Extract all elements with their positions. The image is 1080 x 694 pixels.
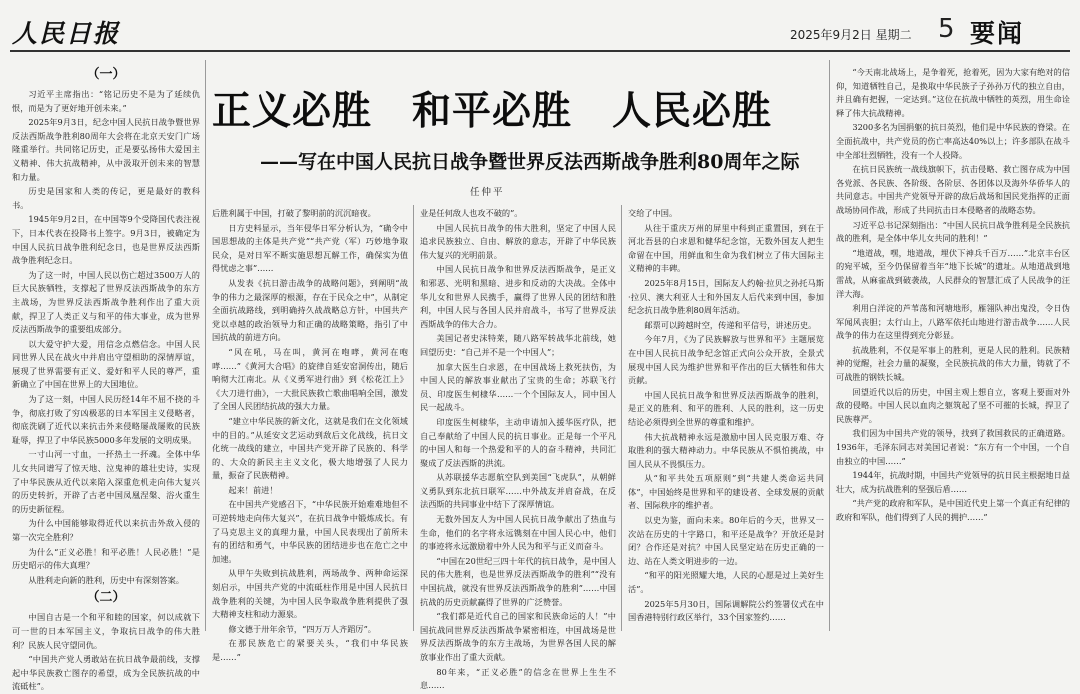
paragraph: 邮票可以跨越时空，传递和平信号，讲述历史。 [644,319,817,330]
text-column-1 [12,64,200,692]
paragraph: 印度医生柯棣华，主动申请加入援华医疗队，把自己奉献给了中国人民的抗日事业。正是每一个平凡的中国人和每一个热爱和平的人的奋斗精神，共同汇聚成了反法西斯的洪流。 [420,416,616,468]
section-heading: （一） [86,67,126,82]
paragraph: 无数外国友人为中国人民抗日战争献出了热血与生命，他们的名字将永远镌刻在中国人民心中，他们的事迹将永远激励着中外人民为和平与正义而奋斗。 [420,514,616,552]
paragraph: “风在吼，马在叫，黄河在咆哮，黄河在咆哮……”《黄河大合唱》的旋律自延安窑洞传出，随后响彻大江南北。从《义勇军进行曲》到《松花江上》《大刀进行曲》，一大批民族救亡歌曲唱响全国，激发了全国人民团结抗战的强大力量。 [212,346,408,412]
text-column-2 [212,207,408,662]
column-divider [205,60,206,631]
paragraph: “我们都是近代自己的国家和民族命运的人！”中国抗战同世界反法西斯战争紧密相连，中国战场是世界反法西斯战争的东方主战场，为世界各国人民的解放事业作出了重大贡献。 [420,611,616,662]
paragraph: 为什么中国能够取得近代以来抗击外敌入侵的第一次完全胜利？ [12,518,200,542]
paragraph: 为什么“正义必胜！和平必胜！人民必胜！”是历史昭示的伟大真理？ [12,546,200,571]
paragraph: “建立中华民族的新文化，这就是我们在文化领域中的目的。”从延安文艺运动到敌后文化战线，抗日文化统一战线的建立，中国共产党开辟了民族的、科学的、大众的新民主主义文化，极大地增强了人民力量，振奋了民族精神。 [212,415,408,481]
column-divider [413,205,414,631]
paragraph: 从发表《抗日游击战争的战略问题》，到阐明“战争的伟力之最深厚的根源，存在于民众之中”，从制定全面抗战路线，到明确持久战战略总方针，中国共产党以卓越的政治领导力和正确的战略策略，指引了中国抗战的前进方向。 [212,277,408,343]
paragraph: “和平的阳光照耀大地，人民的心愿是过上美好生活”。 [628,570,824,595]
paragraph: 80年来，“正义必胜”的信念在世界上生生不息…… [420,666,616,691]
paragraph: 历史是国家和人类的传记，更是最好的教科书。 [12,186,200,210]
paragraph: 利用白洋淀的芦苇荡和河塘地形，雁翎队神出鬼没，令日伪军闻风丧胆；太行山上，八路军依托山地进行游击战争……人民战争的伟力在这里得到充分彰显。 [836,303,1070,341]
paragraph: 在那民族危亡的紧要关头，“我们中华民族是……” [212,638,408,662]
paragraph: 为了这一刻，中国人民历经14年不屈不挠的斗争，彻底打败了穷凶极恶的日本军国主义侵略者，彻底洗刷了近代以来抗击外来侵略屡战屡败的民族耻辱，捍卫了中华民族5000多年发展的文明成果。 [12,394,200,445]
paragraph: “中国在20世纪三四十年代的抗日战争，是中国人民的伟大胜利，也是世界反法西斯战争的胜利”“没有中国抗战，就没有世界反法西斯战争的胜利”……中国抗战的历史贡献赢得了世界的广泛赞誉。 [420,555,616,607]
paragraph: 我们因为中国共产党的领导，找到了救国救民的正确道路。1936年，毛泽东同志对美国记者说：“东方有一个中国，一个自由独立的中国……” [836,428,1070,466]
paragraph: 从甲午失败到抗战胜利，两场战争、两种命运深刻启示，中国共产党的中流砥柱作用是中国人民抗日战争胜利的关键，为中国人民争取战争胜利提供了强大精神支柱和动力源泉。 [212,568,408,620]
article-subtitle: ——写在中国人民抗日战争暨世界反法西斯战争胜利80周年之际 [260,151,800,173]
paragraph: 从胜利走向新的胜利，历史中有深刻答案。 [28,574,184,585]
issue-date: 2025年9月2日 星期二 [790,28,912,42]
paragraph: 习近平总书记深刻指出：“中国人民抗日战争胜利是全民族抗战的胜利，是全体中华儿女共同的胜利！” [836,219,1070,244]
paragraph: “共产党的政府和军队，是中国近代史上第一个真正有纪律的政府和军队，他们得到了人民的拥护……” [836,498,1070,522]
paragraph: 抗战胜利，不仅是军事上的胜利，更是人民的胜利。民族精神的觉醒，社会力量的凝聚，全民族抗战的伟大力量，铸就了不可战胜的钢铁长城。 [836,344,1070,383]
paragraph: “今天南北战场上，是争着死，抢着死，因为大家有绝对的信仰，知道牺牲自己，是换取中华民族子子孙孙万代的独立自由，并且确有把握，一定达到。”这位在抗战中牺牲的英烈，用生命诠释了伟大抗战精神。 [836,67,1070,118]
paragraph: 为了这一时，中国人民以伤亡超过3500万人的巨大民族牺牲，支撑起了世界反法西斯战争的东方主战场，为世界反法西斯战争胜利作出了重大贡献，捍卫了人类正义与和平的伟大事业，成为世界反法西斯战争的重要组成部分。 [12,269,200,335]
column-divider [829,60,830,631]
paragraph: 1945年9月2日，在中国等9个受降国代表注视下，日本代表在投降书上签字。9月3日，被确定为中国人民抗日战争胜利纪念日，也是世界反法西斯战争胜利纪念日。 [12,214,200,266]
paragraph: 从往于重庆万州的屏里中科到正重置国，到在于河北吾县的白求恩和健华纪念馆，无数外国友人把生命留在中国，用鲜血和生命为我们树立了伟大国际主义精神的丰碑。 [628,222,824,274]
paragraph: 美国记者史沫特莱，随八路军转战华北前线，她回望历史：“自己并不是一个中国人”； [420,333,616,357]
article-author: 任仲平 [470,187,505,198]
paragraph: 业是任何敌人也攻不破的”。 [420,208,523,218]
paragraph: 起来！前进！ [228,484,278,495]
paragraph: 中国人民抗日战争和世界反法西斯战争的胜利，是正义的胜利、和平的胜利、人民的胜利，这一历史结论必须得到全世界的尊重和维护。 [628,389,824,427]
paragraph: 后胜利属于中国，打破了黎明前的沉沉暗夜。 [212,208,376,218]
paragraph: 修文德于卅年余节，“四万万人齐蹈厉”。 [228,623,376,634]
paragraph: 从苏联援华志愿航空队到美国“飞虎队”，从朝鲜义勇队到东北抗日联军……中外战友并肩奋战，在反法西斯的共同事业中结下了深厚情谊。 [420,472,616,510]
paragraph: “中国共产党人勇敢站在抗日战争最前线，支撑起中华民族救亡图存的希望，成为全民族抗战的中流砥柱”。 [12,654,200,692]
section-name: 要闻 [970,19,1025,48]
text-column-4 [628,207,824,631]
section-heading: （二） [86,590,126,606]
paragraph: 中国人民抗日战争的伟大胜利，坚定了中国人民追求民族独立、自由、解放的意志，开辟了中华民族伟大复兴的光明前景。 [420,222,616,260]
paragraph: 2025年9月3日，纪念中国人民抗日战争暨世界反法西斯战争胜利80周年大会将在北京天安门广场隆重举行。共同铭记历史，正是要弘扬伟大爱国主义精神、伟大抗战精神，从中汲取开创未来的智慧和力量。 [12,117,200,182]
paragraph: 以大爱守护大爱，用信念点燃信念。中国人民同世界人民在战火中并肩出守望相助的深情厚谊，展现了世界需要有正义、爱好和平人民的尊严，重新确立了中国在世界上的大国地位。 [12,338,200,390]
masthead-logo: 人民日报 [12,19,121,48]
paragraph: 以史为鉴，面向未来。80年后的今天，世界又一次站在历史的十字路口，和平还是战争？开放还是封闭？合作还是对抗？中国人民坚定站在历史正确的一边、站在人类文明进步的一边。 [628,515,824,566]
paragraph: 今年7月，《为了民族解放与世界和平》主题展览在中国人民抗日战争纪念馆正式向公众开放，全景式展现中国人民为维护世界和平作出的巨大牺牲和伟大贡献。 [628,334,824,386]
paragraph: 交给了中国。 [628,208,678,218]
paragraph: 习近平主席指出：“铭记历史不是为了延续仇恨，而是为了更好地开创未来。” [12,89,200,113]
paragraph: 从“和平共处五项原则”到“共建人类命运共同体”，中国始终是世界和平的建设者、全球发展的贡献者、国际秩序的维护者。 [628,473,824,511]
paragraph: 2025年8月15日，国际友人约翰·拉贝之孙托马斯·拉贝、澳大利亚人士和外国友人后代来到中国，参加纪念抗日战争胜利80周年活动。 [628,277,824,316]
paragraph: 在中国共产党感召下，“中华民族开始难难地但不可逆转地走向伟大复兴”，在抗日战争中锻炼成长。有了马克思主义的真理力量，中国人民表现出了前所未有的团结和勇气，中华民族的团结进步也在危亡之中加速。 [212,499,408,564]
paragraph: 在抗日民族统一战线旗帜下，抗击侵略、救亡图存成为中国各党派、各民族、各阶级、各阶层、各团体以及海外华侨华人的共同意志。中国共产党领导开辟的敌后战场和国民党指挥的正面战场协同作战，形成了共同抗击日本侵略者的战略态势。 [836,164,1070,215]
paragraph: 加拿大医生白求恩，在中国战场上救死扶伤，为中国人民的解放事业献出了宝贵的生命；苏联飞行员、印度医生柯棣华……一个个国际友人，同中国人民一起战斗。 [420,361,616,413]
paragraph: 2025年5月30日，国际调解院公约签署仪式在中国香港特别行政区举行，33个国家签约…… [628,598,824,623]
paragraph: 中国自古是一个和平和睦的国家，何以成就下可一世的日本军国主义，争取抗日战争的伟大胜利？民族人民守望同仇。 [12,612,200,650]
paragraph: 回望近代以后的历史，中国主观上想自立，客观上要面对外敌的侵略。中国人民以血肉之躯筑起了坚不可摧的长城，捍卫了民族尊严。 [836,386,1070,424]
paragraph: 3200多名为国捐躯的抗日英烈，他们是中华民族的脊梁。在全面抗战中，共产党员的伤亡率高达40%以上；许多部队在战斗中全部壮烈牺牲，没有一个人投降。 [836,122,1070,160]
text-column-5 [836,66,1070,631]
header-rule [10,50,1070,52]
text-column-3 [420,207,616,691]
paragraph: 中国人民抗日战争和世界反法西斯战争，是正义和邪恶、光明和黑暗、进步和反动的大决战。全体中华儿女和世界人民携手，赢得了世界人民的团结和胜利，中国人民与各国人民并肩战斗，书写了世界反法西斯战争的伟大合力。 [420,264,616,329]
paragraph: 伟大抗战精神永远是激励中国人民克服万难、夺取胜利的强大精神动力。中华民族从不惧怕挑战，中国人民从不畏惧压力。 [628,431,824,469]
page-number: 5 [938,14,955,44]
article-headline: 正义必胜 和平必胜 人民必胜 [212,89,773,134]
paragraph: “地道战，嘿，地道战，埋伏下神兵千百万……”北京丰台区的宛平城，至今仍保留着当年“地下长城”的遗址。从地道战到地雷战，从麻雀战到破袭战，人民群众的智慧汇成了人民战争的汪洋大海。 [836,247,1070,299]
column-divider [621,205,622,631]
paragraph: 1944年，抗战时期，中国共产党领导的抗日民主根据地日益壮大，成为抗战胜利的坚强后盾…… [836,470,1070,494]
paragraph: 一寸山河一寸血，一抔热土一抔魂。全体中华儿女共同谱写了惊天地、泣鬼神的雄壮史诗，实现了中华民族从近代以来陷入深重危机走向伟大复兴的历史转折，开辟了古老中国凤凰涅槃、浴火重生的历史新征程。 [12,449,200,514]
paragraph: 日方史料显示，当年侵华日军分析认为，“确令中国思想战的主体是共产党”“共产党（军）巧妙地争取民众，是对日军不断实施思想瓦解工作，确保实为值得忧虑之事”…… [212,222,408,274]
